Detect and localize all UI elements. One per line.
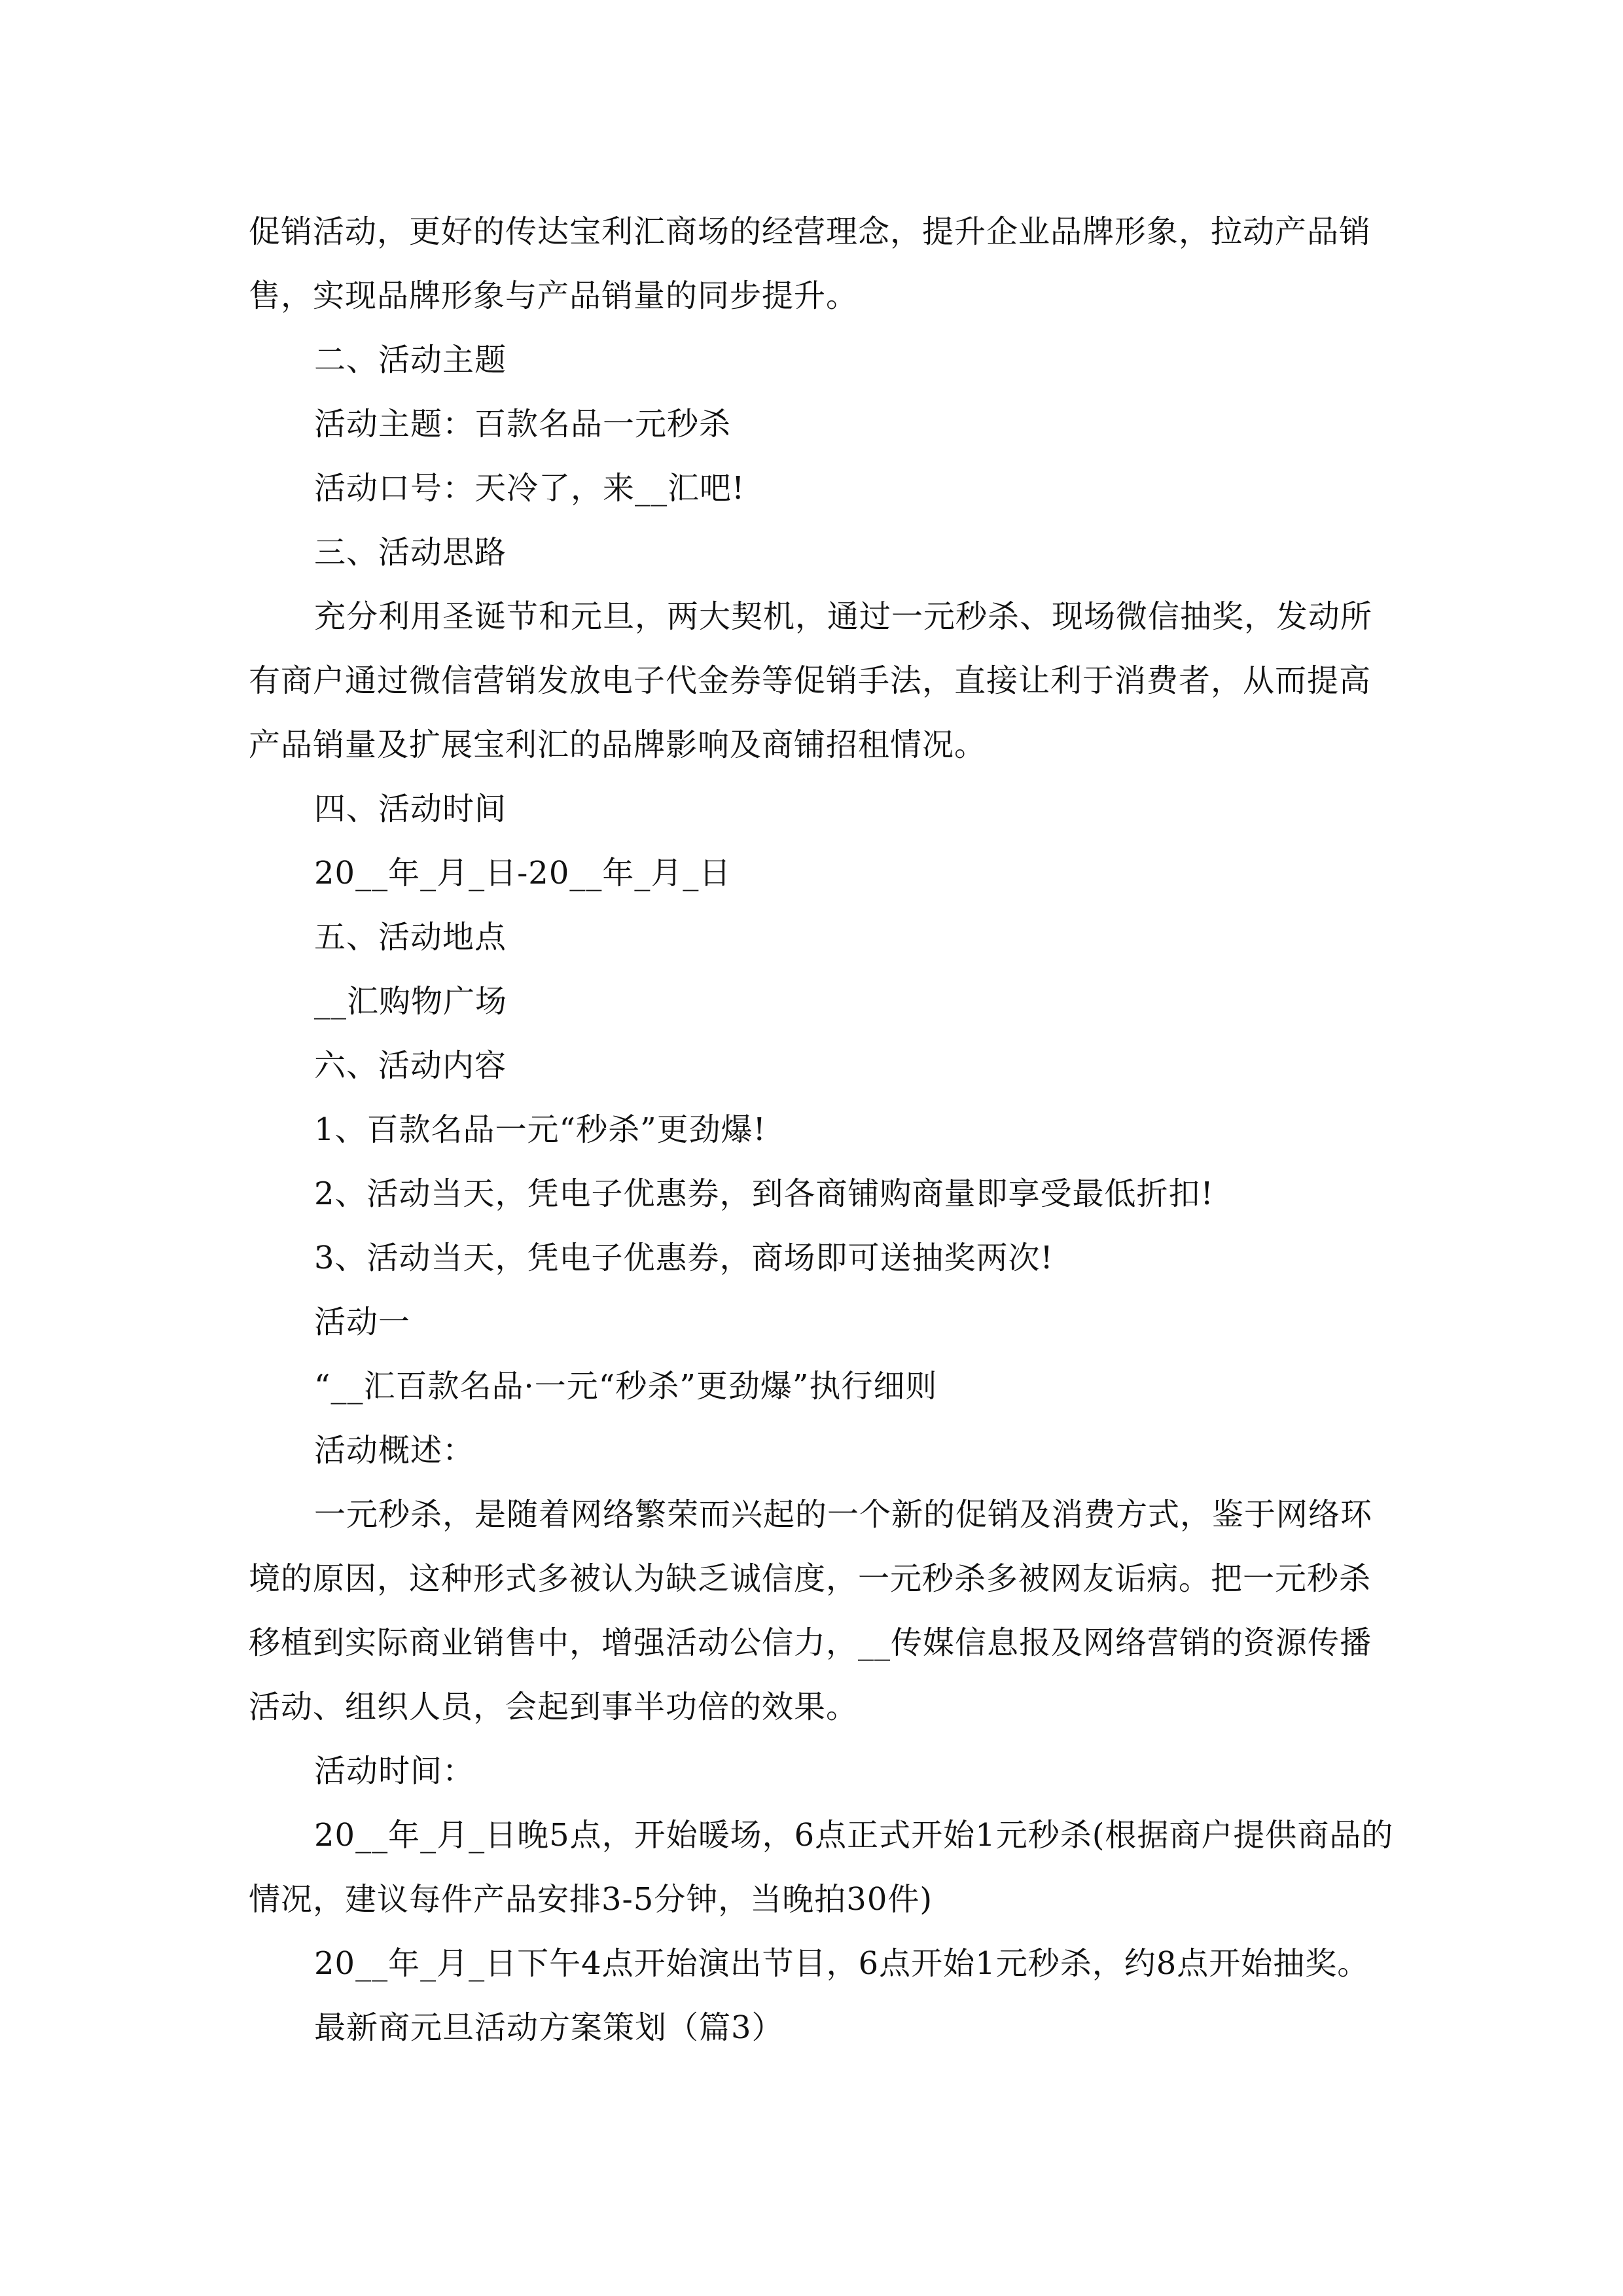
paragraph-activity-time-day1: 20__年_月_日晚5点，开始暖场，6点正式开始1元秒杀(根据商户提供商品的情况，建议每件产品安排3-5分钟，当晚拍30件) xyxy=(249,1817,1394,1918)
list-item-content-3: 3、活动当天，凭电子优惠券，商场即可送抽奖两次! xyxy=(314,1240,1054,1276)
paragraph-approach: 充分利用圣诞节和元旦，两大契机，通过一元秒杀、现场微信抽奖，发动所有商户通过微信营销发放电子代金券等促销手法，直接让利于消费者，从而提高产品销量及扩展宝利汇的品牌影响及商铺招租情况。 xyxy=(249,598,1373,763)
paragraph-location: __汇购物广场 xyxy=(314,983,508,1020)
paragraph-activity-rules-title: “__汇百款名品·一元“秒杀”更劲爆”执行细则 xyxy=(314,1368,938,1405)
document-body xyxy=(249,200,1400,2060)
paragraph-intro-continuation: 促销活动，更好的传达宝利汇商场的经营理念，提升企业品牌形象，拉动产品销售，实现品牌形象与产品销量的同步提升。 xyxy=(249,213,1372,314)
paragraph-theme: 活动主题：百款名品一元秒杀 xyxy=(314,406,732,442)
subheading-activity-one: 活动一 xyxy=(314,1304,411,1340)
paragraph-slogan: 活动口号：天冷了，来__汇吧! xyxy=(314,470,745,507)
section-heading-time: 四、活动时间 xyxy=(314,791,507,827)
section-heading-location: 五、活动地点 xyxy=(314,919,507,956)
section-heading-theme: 二、活动主题 xyxy=(314,342,507,378)
list-item-content-1: 1、百款名品一元“秒杀”更劲爆! xyxy=(314,1111,766,1148)
paragraph-overview: 一元秒杀，是随着网络繁荣而兴起的一个新的促销及消费方式，鉴于网络环境的原因，这种形式多被认为缺乏诚信度，一元秒杀多被网友诟病。把一元秒杀移植到实际商业销售中，增强活动公信力，__传媒信息报及网络营销的资源传播活动、组织人员，会起到事半功倍的效果。 xyxy=(249,1496,1373,1725)
paragraph-activity-time-day2: 20__年_月_日下午4点开始演出节目，6点开始1元秒杀，约8点开始抽奖。 xyxy=(314,1945,1370,1982)
section-heading-approach: 三、活动思路 xyxy=(314,534,507,571)
list-item-content-2: 2、活动当天，凭电子优惠券，到各商铺购商量即享受最低折扣! xyxy=(314,1175,1214,1212)
section-title-part3: 最新商元旦活动方案策划（篇3） xyxy=(314,2009,784,2046)
paragraph-overview-label: 活动概述： xyxy=(314,1432,475,1469)
paragraph-time: 20__年_月_日-20__年_月_日 xyxy=(314,855,732,891)
section-heading-content: 六、活动内容 xyxy=(314,1047,507,1084)
paragraph-activity-time-label: 活动时间： xyxy=(314,1753,475,1789)
